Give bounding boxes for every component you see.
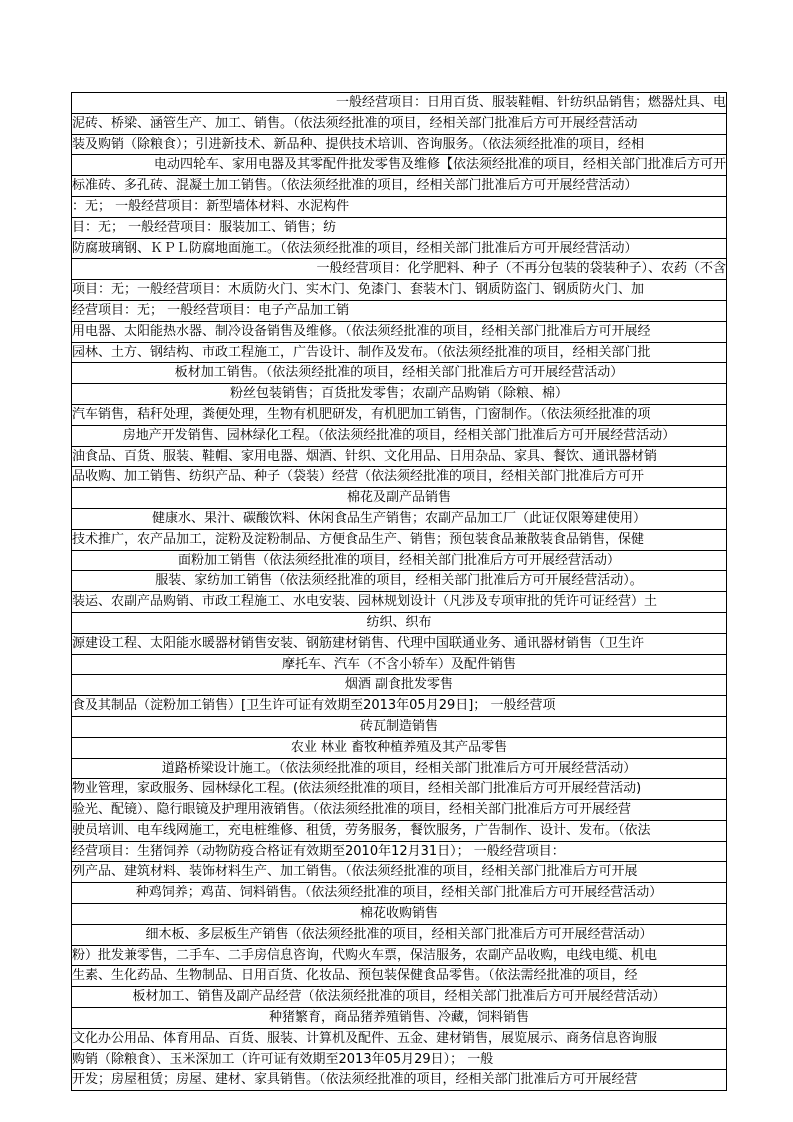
table-cell[interactable]: 农业 林业 畜牧种植养殖及其产品零售	[290, 739, 508, 755]
table-row	[72, 613, 726, 634]
table-row	[72, 93, 726, 114]
table-row	[72, 800, 726, 821]
table-row	[72, 155, 726, 176]
table-cell[interactable]: 服装、家纺加工销售（依法须经批准的项目，经相关部门批准后方可开展经营活动）。	[155, 573, 643, 589]
table-cell[interactable]: 源建设工程、太阳能水暖器材销售安装、钢筋建材销售、代理中国联通业务、通讯器材销售（卫生许	[72, 635, 645, 651]
table-row	[72, 592, 726, 613]
table-row	[72, 363, 726, 384]
table-cell[interactable]: 开发；房屋租赁；房屋、建材、家具销售。（依法须经批准的项目，经相关部门批准后方可开展经营	[72, 1072, 638, 1088]
table-cell[interactable]: 面粉加工销售（依法须经批准的项目，经相关部门批准后方可开展经营活动）	[177, 552, 620, 568]
table-row	[72, 114, 726, 135]
table-row	[72, 738, 726, 759]
table-row	[72, 1070, 726, 1091]
table-row	[72, 904, 726, 925]
table-row	[72, 551, 726, 572]
table-row	[72, 966, 726, 987]
table-row	[72, 821, 726, 842]
table-cell[interactable]: ：无； 一般经营项目：新型墙体材料、水泥构件	[72, 198, 350, 214]
table-row	[72, 176, 726, 197]
table-row	[72, 634, 726, 655]
table-cell[interactable]: 板材加工、销售及副产品经营（依法须经批准的项目，经相关部门批准后方可开展经营活动）	[132, 989, 666, 1005]
table-row	[72, 280, 726, 301]
table-row	[72, 717, 726, 738]
table-cell[interactable]: 板材加工销售。（依法须经批准的项目，经相关部门批准后方可开展经营活动）	[174, 365, 624, 381]
table-row	[72, 571, 726, 592]
table-cell[interactable]: 经营项目：无； 一般经营项目：电子产品加工销	[72, 302, 350, 318]
table-cell[interactable]: 园林、土方、钢结构、市政工程施工，广告设计、制作及发布。（依法须经批准的项目，经相关部门批	[72, 344, 651, 360]
table-row	[72, 447, 726, 468]
table-cell[interactable]: 驶员培训、电车线网施工，充电桩维修、租赁，劳务服务，餐饮服务，广告制作、设计、发布。（依法	[72, 822, 651, 838]
table-row	[72, 759, 726, 780]
table-row	[72, 322, 726, 343]
table-cell[interactable]: 粉）批发兼零售，二手车、二手房信息咨询，代购火车票，保洁服务，农副产品收购，电线电缆、机电	[72, 947, 658, 963]
table-row	[72, 135, 726, 156]
table-row	[72, 509, 726, 530]
table-cell[interactable]: 电动四轮车、家用电器及其零配件批发零售及维修【依法须经批准的项目，经相关部门批准后方可开	[153, 157, 726, 173]
spreadsheet-table	[71, 92, 727, 1091]
table-cell[interactable]: 技术推广，农产品加工，淀粉及淀粉制品、方便食品生产、销售；预包装食品兼散装食品销售，保健	[72, 531, 645, 547]
table-cell[interactable]: 房地产开发销售、园林绿化工程。（依法须经批准的项目，经相关部门批准后方可开展经营活动）	[122, 427, 676, 443]
table-row	[72, 987, 726, 1008]
table-cell[interactable]: 文化办公用品、体育用品、百货、服装、计算机及配件、五金、建材销售，展览展示、商务信息咨询服	[72, 1030, 658, 1046]
table-row	[72, 426, 726, 447]
table-cell[interactable]: 经营项目：生猪饲养（动物防疫合格证有效期至2010年12月31日）； 一般经营项目：	[72, 843, 565, 859]
table-row	[72, 675, 726, 696]
table-cell[interactable]: 验光、配镜）、隐行眼镜及护理用液销售。（依法须经批准的项目，经相关部门批准后方可开展经营	[72, 802, 632, 818]
table-cell[interactable]: 粉丝包装销售；百货批发零售；农副产品购销（除粮、棉）	[229, 386, 568, 402]
table-row	[72, 197, 726, 218]
table-cell[interactable]: 油食品、百货、服装、鞋帽、家用电器、烟酒、针织、文化用品、日用杂品、家具、餐饮、通讯器材销	[72, 448, 658, 464]
table-cell[interactable]: 防腐玻璃钢、ＫＰＬ防腐地面施工。（依法须经批准的项目，经相关部门批准后方可开展经营活动）	[72, 240, 638, 256]
table-row	[72, 1008, 726, 1029]
table-cell[interactable]: 棉花及副产品销售	[346, 490, 451, 506]
table-cell[interactable]: 列产品、建筑材料、装饰材料生产、加工销售。（依法须经批准的项目，经相关部门批准后方可开展	[72, 864, 638, 880]
table-cell[interactable]: 项目：无；一般经营项目：木质防火门、实木门、免漆门、套装木门、钢质防盗门、钢质防火门、加	[72, 282, 645, 298]
table-row	[72, 1029, 726, 1050]
table-row	[72, 343, 726, 364]
table-cell[interactable]: 一般经营项目：日用百货、服装鞋帽、针纺织品销售；燃器灶具、电	[335, 95, 726, 110]
table-row	[72, 883, 726, 904]
table-cell[interactable]: 烟酒 副食批发零售	[344, 677, 454, 693]
table-cell[interactable]: 道路桥梁设计施工。（依法须经批准的项目，经相关部门批准后方可开展经营活动）	[161, 760, 637, 776]
table-cell[interactable]: 棉花收购销售	[359, 906, 438, 922]
table-cell[interactable]: 汽车销售，秸秆处理，粪便处理，生物有机肥研发，有机肥加工销售，门窗制作。（依法须经批准的项	[72, 406, 651, 422]
table-row	[72, 946, 726, 967]
table-cell[interactable]: 目：无； 一般经营项目：服装加工、销售；纺	[72, 219, 337, 235]
table-row	[72, 862, 726, 883]
table-row	[72, 779, 726, 800]
table-cell[interactable]: 种猪繁育，商品猪养殖销售、冷藏，饲料销售	[268, 1010, 529, 1026]
table-cell[interactable]: 食及其制品（淀粉加工销售）[卫生许可证有效期至2013年05月29日]； 一般经营项	[72, 698, 556, 714]
table-cell[interactable]: 一般经营项目：化学肥料、种子（不再分包装的袋装种子）、农药（不含	[316, 261, 726, 277]
table-cell[interactable]: 装运、农副产品购销、市政工程施工、水电安装、园林规划设计（凡涉及专项审批的凭许可证经营）土	[72, 594, 658, 610]
table-cell[interactable]: 细木板、多层板生产销售（依法须经批准的项目，经相关部门批准后方可开展经营活动）	[145, 926, 653, 942]
table-cell[interactable]: 生素、生化药品、生物制品、日用百货、化妆品、预包装保健食品零售。（依法需经批准的项目，经	[72, 968, 638, 984]
table-row	[72, 842, 726, 863]
table-cell[interactable]: 标准砖、多孔砖、混凝土加工销售。（依法须经批准的项目，经相关部门批准后方可开展经营活动）	[72, 178, 638, 194]
table-row	[72, 218, 726, 239]
table-row	[72, 405, 726, 426]
table-cell[interactable]: 物业管理，家政服务、园林绿化工程。(依法须经批准的项目，经相关部门批准后方可开展经营活动)	[72, 781, 642, 797]
table-row	[72, 488, 726, 509]
table-row	[72, 530, 726, 551]
table-row	[72, 925, 726, 946]
table-cell[interactable]: 种鸡饲养；鸡苗、饲料销售。（依法须经批准的项目，经相关部门批准后方可开展经营活动）	[135, 885, 663, 901]
table-cell[interactable]: 砖瓦制造销售	[359, 718, 438, 734]
table-cell[interactable]: 纺织、织布	[366, 614, 432, 630]
table-cell[interactable]: 购销（除粮食）、玉米深加工（许可证有效期至2013年05月29日）； 一般	[72, 1051, 494, 1067]
table-row	[72, 1050, 726, 1071]
table-cell[interactable]: 摩托车、汽车（不含小轿车）及配件销售	[281, 656, 516, 672]
table-cell[interactable]: 品收购、加工销售、纺织产品、种子（袋装）经营（依法须经批准的项目，经相关部门批准后方可开	[72, 469, 645, 485]
table-row	[72, 467, 726, 488]
table-row	[72, 301, 726, 322]
table-cell[interactable]: 用电器、太阳能热水器、制冷设备销售及维修。（依法须经批准的项目，经相关部门批准后方可开展经	[72, 323, 651, 339]
table-cell[interactable]: 健康水、果汁、碳酸饮料、休闲食品生产销售；农副产品加工厂（此证仅限筹建使用）	[151, 510, 646, 526]
table-cell[interactable]: 泥砖、桥梁、涵管生产、加工、销售。（依法须经批准的项目，经相关部门批准后方可开展经营活动	[72, 115, 638, 131]
table-cell[interactable]: 装及购销（除粮食）；引进新技术、新品种、提供技术培训、咨询服务。（依法须经批准的项目，经相	[72, 136, 645, 152]
table-row	[72, 384, 726, 405]
table-row	[72, 259, 726, 280]
table-row	[72, 655, 726, 676]
table-row	[72, 239, 726, 260]
table-row	[72, 696, 726, 717]
